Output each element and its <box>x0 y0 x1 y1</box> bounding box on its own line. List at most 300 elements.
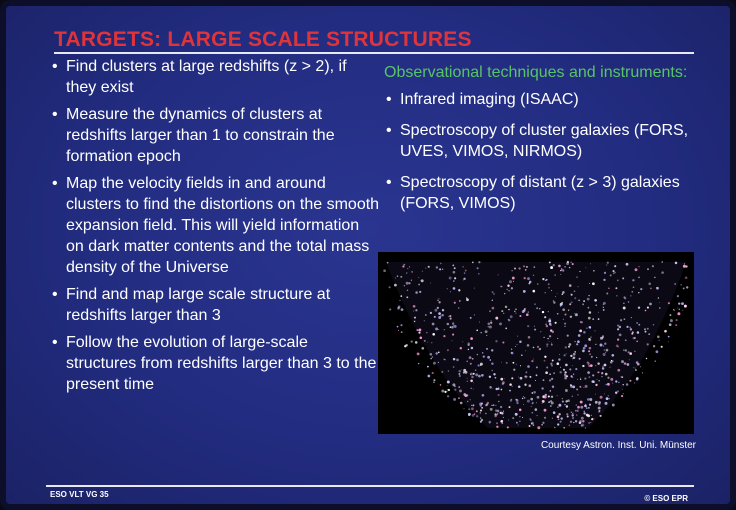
galaxy-dot <box>497 388 499 390</box>
galaxy-dot <box>589 398 592 401</box>
galaxy-dot <box>434 309 437 312</box>
galaxy-dot <box>564 313 566 315</box>
galaxy-dot <box>496 422 498 424</box>
galaxy-dot <box>577 379 578 380</box>
galaxy-dot <box>442 314 444 316</box>
galaxy-dot <box>447 323 450 326</box>
galaxy-dot <box>518 385 521 388</box>
bullet-text: Measure the dynamics of clusters at redshifts larger than 1 to constrain the formation epoch <box>66 106 335 165</box>
galaxy-dot <box>511 352 514 355</box>
galaxy-dot <box>464 272 466 274</box>
galaxy-dot <box>607 262 609 264</box>
galaxy-dot <box>527 400 530 403</box>
galaxy-dot <box>463 369 466 372</box>
galaxy-dot <box>675 262 678 265</box>
galaxy-dot <box>604 349 605 350</box>
galaxy-dot <box>677 308 678 309</box>
bullet-item <box>50 56 380 98</box>
galaxy-dot <box>551 344 553 346</box>
bullet-item <box>384 89 704 110</box>
galaxy-dot <box>573 374 574 375</box>
galaxy-dot <box>436 266 438 268</box>
galaxy-dot <box>517 336 518 337</box>
galaxy-dot <box>516 399 517 400</box>
galaxy-dot <box>489 376 491 378</box>
galaxy-dot <box>544 316 546 318</box>
galaxy-dot <box>575 313 578 316</box>
galaxy-dot <box>615 380 617 382</box>
galaxy-dot <box>501 411 502 412</box>
galaxy-dot <box>677 295 679 297</box>
galaxy-dot <box>550 405 552 407</box>
galaxy-dot <box>509 280 512 283</box>
galaxy-dot <box>523 290 526 293</box>
galaxy-dot <box>514 311 515 312</box>
galaxy-dot <box>529 281 532 284</box>
galaxy-dot <box>648 283 651 286</box>
galaxy-dot <box>515 413 518 416</box>
galaxy-dot <box>400 324 402 326</box>
galaxy-dot <box>548 287 549 288</box>
galaxy-dot <box>525 350 526 351</box>
galaxy-dot <box>502 341 504 343</box>
galaxy-dot <box>629 359 630 360</box>
galaxy-dot <box>610 367 611 368</box>
galaxy-dot <box>647 328 649 330</box>
galaxy-dot <box>546 279 548 281</box>
galaxy-dot <box>564 354 566 356</box>
galaxy-dot <box>509 390 511 392</box>
galaxy-dot <box>649 303 652 306</box>
galaxy-dot <box>438 301 440 303</box>
galaxy-dot <box>480 405 482 407</box>
galaxy-dot <box>609 398 610 399</box>
galaxy-dot <box>591 415 592 416</box>
galaxy-dot <box>590 263 591 264</box>
galaxy-dot <box>529 384 532 387</box>
galaxy-dot <box>467 378 468 379</box>
galaxy-dot <box>400 276 402 278</box>
bullet-dot: • <box>52 175 58 192</box>
galaxy-dot <box>607 377 609 379</box>
galaxy-dot <box>575 410 577 412</box>
galaxy-dot <box>542 403 543 404</box>
slide-code: ESO VLT VG 35 <box>50 490 109 499</box>
galaxy-dot <box>513 369 515 371</box>
galaxy-dot <box>516 402 518 404</box>
galaxy-dot <box>453 366 455 368</box>
galaxy-dot <box>454 389 456 391</box>
galaxy-dot <box>623 303 624 304</box>
galaxy-dot <box>387 262 389 264</box>
galaxy-dot <box>421 347 424 350</box>
bullet-text: Find and map large scale structure at redshifts larger than 3 <box>66 286 331 324</box>
galaxy-dot <box>562 269 564 271</box>
galaxy-dot <box>583 411 585 413</box>
galaxy-dot <box>591 418 593 420</box>
galaxy-dot <box>669 314 671 316</box>
galaxy-dot <box>569 267 570 268</box>
galaxy-dot <box>585 267 586 268</box>
galaxy-dot <box>528 311 529 312</box>
galaxy-dot <box>603 279 605 281</box>
galaxy-dot <box>526 313 529 316</box>
galaxy-dot <box>633 337 635 339</box>
galaxy-dot <box>475 369 476 370</box>
galaxy-dot <box>480 363 483 366</box>
galaxy-dot <box>656 350 659 353</box>
galaxy-dot <box>426 332 427 333</box>
galaxy-dot <box>470 317 472 319</box>
galaxy-dot <box>553 411 556 414</box>
galaxy-dot <box>495 317 498 320</box>
galaxy-dot <box>668 336 670 338</box>
galaxy-dot <box>686 286 688 288</box>
galaxy-dot <box>533 347 535 349</box>
galaxy-dot <box>553 300 554 301</box>
galaxy-dot <box>588 338 590 340</box>
galaxy-dot <box>480 421 482 423</box>
galaxy-dot <box>602 367 605 370</box>
galaxy-dot <box>602 366 604 368</box>
galaxy-dot <box>404 285 405 286</box>
galaxy-dot <box>606 349 609 352</box>
galaxy-dot <box>482 352 483 353</box>
galaxy-dot <box>577 340 580 343</box>
galaxy-dot <box>542 400 545 403</box>
galaxy-dot <box>565 364 568 367</box>
galaxy-dot <box>595 401 598 404</box>
galaxy-dot <box>606 265 607 266</box>
galaxy-dot <box>652 265 654 267</box>
galaxy-dot <box>554 427 556 429</box>
galaxy-dot <box>541 387 543 389</box>
galaxy-dot <box>674 283 675 284</box>
galaxy-dot <box>668 302 670 304</box>
galaxy-dot <box>683 287 685 289</box>
galaxy-dot <box>644 328 646 330</box>
galaxy-dot <box>467 401 468 402</box>
galaxy-dot <box>478 364 480 366</box>
galaxy-dot <box>544 356 546 358</box>
galaxy-dot <box>583 347 586 350</box>
galaxy-dot <box>430 282 431 283</box>
galaxy-dot <box>608 287 610 289</box>
bullet-dot: • <box>386 174 392 191</box>
galaxy-dot <box>634 382 635 383</box>
galaxy-dot <box>438 352 440 354</box>
galaxy-dot <box>428 266 430 268</box>
galaxy-dot <box>656 287 657 288</box>
galaxy-dot <box>547 346 548 347</box>
galaxy-dot <box>501 389 503 391</box>
galaxy-dot <box>486 335 487 336</box>
galaxy-dot <box>444 391 446 393</box>
galaxy-dot <box>573 422 574 423</box>
galaxy-dot <box>622 277 624 279</box>
galaxy-dot <box>452 323 454 325</box>
galaxy-dot <box>570 384 572 386</box>
galaxy-dot <box>536 366 538 368</box>
galaxy-dot <box>570 355 572 357</box>
galaxy-dot <box>466 298 469 301</box>
galaxy-dot <box>477 354 479 356</box>
galaxy-dot <box>492 307 495 310</box>
galaxy-dot <box>570 262 571 263</box>
galaxy-dot <box>548 283 550 285</box>
galaxy-dot <box>565 400 567 402</box>
galaxy-dot <box>630 295 631 296</box>
galaxy-dot <box>620 319 622 321</box>
galaxy-dot <box>612 360 613 361</box>
galaxy-dot <box>523 309 526 312</box>
galaxy-dot <box>576 388 578 390</box>
galaxy-dot <box>571 301 573 303</box>
galaxy-dot <box>533 425 534 426</box>
galaxy-dot <box>648 333 650 335</box>
galaxy-dot <box>590 337 591 338</box>
galaxy-dot <box>454 325 457 328</box>
galaxy-dot <box>684 263 685 264</box>
galaxy-dot <box>539 308 540 309</box>
galaxy-dot <box>579 271 580 272</box>
galaxy-dot <box>508 309 509 310</box>
galaxy-dot <box>403 264 405 266</box>
galaxy-dot <box>519 409 522 412</box>
galaxy-dot <box>590 364 593 367</box>
galaxy-dot <box>519 416 520 417</box>
galaxy-dot <box>406 282 409 285</box>
galaxy-dot <box>472 262 474 264</box>
galaxy-dot <box>616 344 619 347</box>
galaxy-dot <box>535 408 538 411</box>
galaxy-dot <box>471 337 472 338</box>
galaxy-dot <box>610 274 612 276</box>
galaxy-dot <box>557 423 559 425</box>
galaxy-dot <box>592 381 595 384</box>
galaxy-dot <box>534 326 535 327</box>
galaxy-dot <box>499 322 502 325</box>
galaxy-dot <box>527 344 530 347</box>
galaxy-dot <box>473 382 474 383</box>
galaxy-dot <box>447 385 448 386</box>
galaxy-dot <box>496 426 498 428</box>
galaxy-dot <box>415 291 418 294</box>
galaxy-dot <box>437 299 439 301</box>
galaxy-dot <box>480 410 482 412</box>
galaxy-dot <box>512 417 514 419</box>
galaxy-dot <box>564 266 565 267</box>
galaxy-dot <box>592 282 595 285</box>
galaxy-dot <box>612 404 615 407</box>
galaxy-dot <box>546 325 548 327</box>
slide-title: TARGETS: LARGE SCALE STRUCTURES <box>54 28 472 51</box>
galaxy-dot <box>470 380 473 383</box>
galaxy-dot <box>565 346 567 348</box>
galaxy-dot <box>617 339 619 341</box>
galaxy-dot <box>511 377 513 379</box>
galaxy-dot <box>661 271 664 274</box>
galaxy-dot <box>634 351 635 352</box>
galaxy-dot <box>589 404 591 406</box>
galaxy-dot <box>590 422 591 423</box>
galaxy-dot <box>495 340 497 342</box>
galaxy-dot <box>500 421 502 423</box>
galaxy-dot <box>591 357 592 358</box>
galaxy-dot <box>658 340 659 341</box>
galaxy-dot <box>475 373 478 376</box>
galaxy-dot <box>504 293 505 294</box>
galaxy-dot <box>468 349 470 351</box>
galaxy-dot <box>537 415 538 416</box>
galaxy-dot <box>431 342 432 343</box>
galaxy-dot <box>617 369 620 372</box>
galaxy-dot <box>673 309 674 310</box>
galaxy-dot <box>584 405 585 406</box>
galaxy-dot <box>516 364 517 365</box>
galaxy-dot <box>596 357 597 358</box>
galaxy-dot <box>443 359 444 360</box>
galaxy-dot <box>552 331 554 333</box>
galaxy-dot <box>411 271 413 273</box>
galaxy-dot <box>622 389 623 390</box>
galaxy-dot <box>548 311 549 312</box>
galaxy-dot <box>487 402 489 404</box>
bullet-dot: • <box>52 334 58 351</box>
galaxy-dot <box>401 331 403 333</box>
galaxy-dot <box>661 261 662 262</box>
galaxy-dot <box>424 340 426 342</box>
galaxy-dot <box>418 363 419 364</box>
galaxy-dot <box>522 398 524 400</box>
galaxy-dot <box>570 316 572 318</box>
galaxy-dot <box>470 363 472 365</box>
galaxy-dot <box>430 358 432 360</box>
galaxy-dot <box>487 322 490 325</box>
galaxy-dot <box>502 381 505 384</box>
galaxy-dot <box>525 375 527 377</box>
galaxy-dot <box>607 383 610 386</box>
galaxy-dot <box>624 362 627 365</box>
galaxy-dot <box>485 413 487 415</box>
galaxy-dot <box>589 353 591 355</box>
galaxy-dot <box>415 341 418 344</box>
galaxy-dot <box>523 396 524 397</box>
galaxy-dot <box>559 354 560 355</box>
galaxy-dot <box>452 264 454 266</box>
galaxy-dot <box>383 269 386 272</box>
galaxy-dot <box>458 397 460 399</box>
galaxy-dot <box>564 323 566 325</box>
galaxy-dot <box>491 363 493 365</box>
galaxy-dot <box>571 414 573 416</box>
bullet-item <box>50 173 380 278</box>
galaxy-dot <box>510 399 512 401</box>
galaxy-dot <box>500 406 502 408</box>
galaxy-dot <box>432 356 433 357</box>
galaxy-dot <box>532 402 534 404</box>
galaxy-dot <box>529 425 531 427</box>
galaxy-dot <box>605 373 608 376</box>
galaxy-dot <box>601 372 603 374</box>
galaxy-dot <box>481 403 483 405</box>
galaxy-dot <box>438 316 441 319</box>
galaxy-dot <box>449 277 452 280</box>
galaxy-dot <box>442 309 444 311</box>
galaxy-dot <box>587 371 590 374</box>
galaxy-dot <box>537 346 539 348</box>
galaxy-dot <box>437 307 439 309</box>
galaxy-dot <box>638 266 639 267</box>
galaxy-dot <box>509 406 511 408</box>
galaxy-dot <box>514 267 516 269</box>
galaxy-dot <box>601 376 602 377</box>
galaxy-dot <box>598 411 600 413</box>
galaxy-dot <box>605 352 606 353</box>
galaxy-dot <box>560 417 562 419</box>
galaxy-dot <box>661 346 663 348</box>
galaxy-dot <box>450 326 452 328</box>
galaxy-dot <box>584 344 587 347</box>
bullet-text: Spectroscopy of cluster galaxies (FORS, UVES, VIMOS, NIRMOS) <box>400 122 689 160</box>
galaxy-dot <box>456 359 459 362</box>
galaxy-dot <box>498 394 500 396</box>
galaxy-dot <box>571 412 572 413</box>
bullet-dot: • <box>52 58 58 75</box>
galaxy-dot <box>481 407 483 409</box>
galaxy-dot <box>575 420 577 422</box>
galaxy-dot <box>427 366 429 368</box>
galaxy-dot <box>595 394 596 395</box>
galaxy-dot <box>519 315 521 317</box>
galaxy-dot <box>603 307 604 308</box>
galaxy-dot <box>531 360 533 362</box>
galaxy-dot <box>460 347 462 349</box>
galaxy-dot <box>625 339 627 341</box>
galaxy-dot <box>438 362 439 363</box>
galaxy-dot <box>468 414 470 416</box>
galaxy-dot <box>617 328 619 330</box>
galaxy-dot <box>550 400 552 402</box>
galaxy-dot <box>449 315 451 317</box>
galaxy-dot <box>489 423 490 424</box>
galaxy-dot <box>447 389 448 390</box>
galaxy-dot <box>481 374 484 377</box>
galaxy-dot <box>471 347 474 350</box>
galaxy-dot <box>474 413 476 415</box>
galaxy-dot <box>595 304 597 306</box>
galaxy-dot <box>645 331 647 333</box>
galaxy-dot <box>549 261 551 263</box>
galaxy-dot <box>404 345 406 347</box>
galaxy-dot <box>395 278 396 279</box>
galaxy-dot <box>508 419 509 420</box>
galaxy-dot <box>465 270 467 272</box>
galaxy-dot <box>440 263 442 265</box>
galaxy-dot <box>478 273 480 275</box>
galaxy-dot <box>611 354 614 357</box>
galaxy-dot <box>507 285 509 287</box>
galaxy-dot <box>480 332 482 334</box>
galaxy-dot <box>586 328 587 329</box>
galaxy-dot <box>583 331 586 334</box>
galaxy-dot <box>557 395 558 396</box>
galaxy-dot <box>579 330 582 333</box>
galaxy-dot <box>681 302 684 305</box>
galaxy-dot <box>544 396 547 399</box>
title-divider <box>54 52 694 54</box>
galaxy-dot <box>553 264 555 266</box>
